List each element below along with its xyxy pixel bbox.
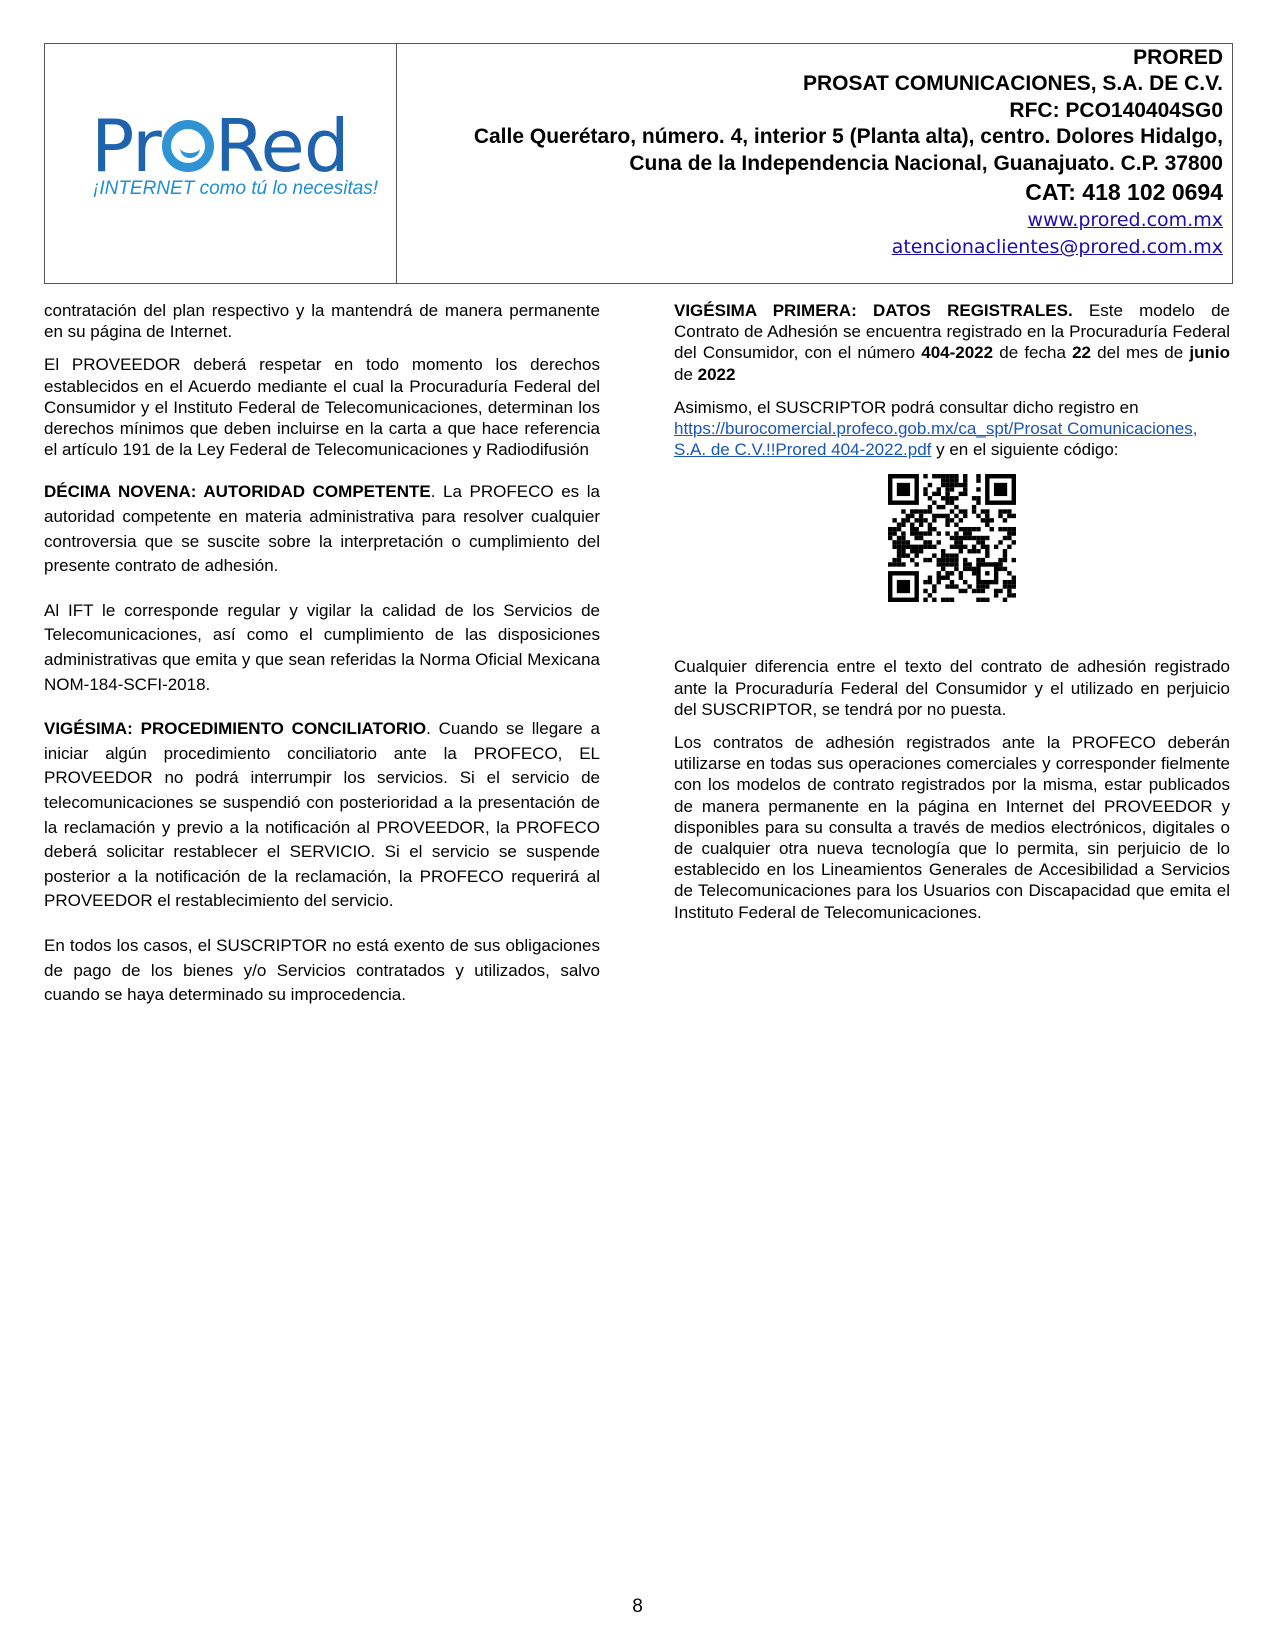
clause-vigesima [44,717,600,914]
qr-code-icon[interactable] [888,474,1016,602]
clause-heading: VIGÉSIMA: [44,719,133,739]
clause-heading: VIGÉSIMA PRIMERA: DATOS REGISTRALES. [674,301,1073,320]
logo-cell [45,44,397,283]
paragraph: Cualquier diferencia entre el texto del contrato de adhesión registrado ante la Procuraduría Federal del Consumidor y el utilizado en perjuicio del SUSCRIPTOR, se tendrá por no puesta. [674,657,1230,719]
registry-year: 2022 [697,364,736,384]
registry-paragraph [674,397,1230,461]
profeco-registry-link[interactable]: https://burocomercial.profeco.gob.mx/ca_spt/Prosat Comunicaciones, S.A. de C.V.!!Prored 404-2022.pdf [674,419,1198,460]
wifi-o-icon [162,120,214,172]
clause-decima-novena [44,480,600,578]
clause-heading: DÉCIMA NOVENA: AUTORIDAD COMPETENTE [44,482,431,502]
left-column [44,300,600,1028]
clause-text: Asimismo, el SUSCRIPTOR podrá consultar dicho registro en [674,397,1139,417]
clause-text: . Cuando se llegare a iniciar algún procedimiento conciliatorio ante la PROFECO, EL PROVEEDOR no podrá interrumpir los servicios. Si el servicio de telecomunicaciones se suspendió con posterioridad a la presentación de la reclamación y previo a la notificación al PROVEEDOR, la PROFECO deberá solicitar restablecer el SERVICIO. Si el servicio se suspende posterior a la notificación de la reclamación, la PROFECO requerirá al PROVEEDOR el restablecimiento del servicio. [44,719,601,911]
company-name: PROSAT COMUNICACIONES, S.A. DE C.V. [802,72,1223,96]
website-link[interactable]: www.prored.com.mx [1027,209,1223,232]
clause-text: del mes de [1091,343,1190,363]
document-header [44,43,1233,284]
email-link[interactable]: atencionaclientes@prored.com.mx [891,236,1223,259]
company-info [397,44,1232,283]
address-line-2: Cuna de la Independencia Nacional, Guanajuato. C.P. 37800 [629,151,1223,175]
clause-vigesima-primera [674,300,1230,385]
clause-text: . La PROFECO es la autoridad competente en materia administrativa para resolver cualquier controversia que se suscite sobre la interpretación o cumplimiento del presente contrato de adhesión. [44,482,600,576]
address-line-1: Calle Querétaro, número. 4, interior 5 (Planta alta), centro. Dolores Hidalgo, [473,125,1223,149]
cat-phone: CAT: 418 102 0694 [1025,179,1223,206]
clause-text: de fecha [993,343,1073,363]
paragraph: En todos los casos, el SUSCRIPTOR no está exento de sus obligaciones de pago de los bienes y/o Servicios contratados y utilizados, salvo cuando se haya determinado su improcedencia. [44,935,600,1005]
registry-number: 404-2022 [921,343,994,363]
clause-heading: PROCEDIMIENTO CONCILIATORIO [140,719,427,739]
registry-month: junio [1189,343,1230,363]
paragraph: Los contratos de adhesión registrados ante la PROFECO deberán utilizarse en todas sus operaciones comerciales y corresponder fielmente con los modelos de contrato registrados por la misma, estar publicados de manera permanente en la página en Internet del PROVEEDOR y disponibles para su consulta a través de medios electrónicos, digitales o de cualquier otra nueva tecnología que lo permita, sin perjuicio de lo establecido en los Lineamientos Generales de Accesibilidad a Servicios de Telecomunicaciones para los Usuarios con Discapacidad que emita el Instituto Federal de Telecomunicaciones. [674,733,1230,922]
clause-text: de [674,364,698,384]
paragraph: Al IFT le corresponde regular y vigilar la calidad de los Servicios de Telecomunicaciones, así como el cumplimiento de las disposiciones administrativas que emita y que sean referidas la Norma Oficial Mexicana NOM-184-SCFI-2018. [44,600,600,694]
clause-text: Este modelo de Contrato de Adhesión se encuentra registrado en la Procuraduría Federal del Consumidor, con el número [674,301,1230,363]
logo-text-left: Pr [91,104,161,188]
paragraph: El PROVEEDOR deberá respetar en todo momento los derechos establecidos en el Acuerdo mediante el cual la Procuraduría Federal del Consumidor y el Instituto Federal de Telecomunicaciones, determinan los derechos mínimos que deben incluirse en la carta a que hace referencia el artículo 191 de la Ley Federal de Telecomunicaciones y Radiodifusión [44,355,600,460]
logo-text-right: Red [214,104,349,188]
clause-text: y en el siguiente código: [931,440,1119,460]
paragraph: contratación del plan respectivo y la mantendrá de manera permanente en su página de Internet. [44,301,600,342]
logo-tagline: ¡INTERNET como tú lo necesitas! [93,178,379,199]
prored-logo [91,104,349,188]
page-number: 8 [632,1596,643,1617]
registry-day: 22 [1072,343,1091,363]
company-rfc: RFC: PCO140404SG0 [1009,98,1223,122]
company-short: PRORED [1133,46,1223,69]
right-column [674,300,1230,935]
